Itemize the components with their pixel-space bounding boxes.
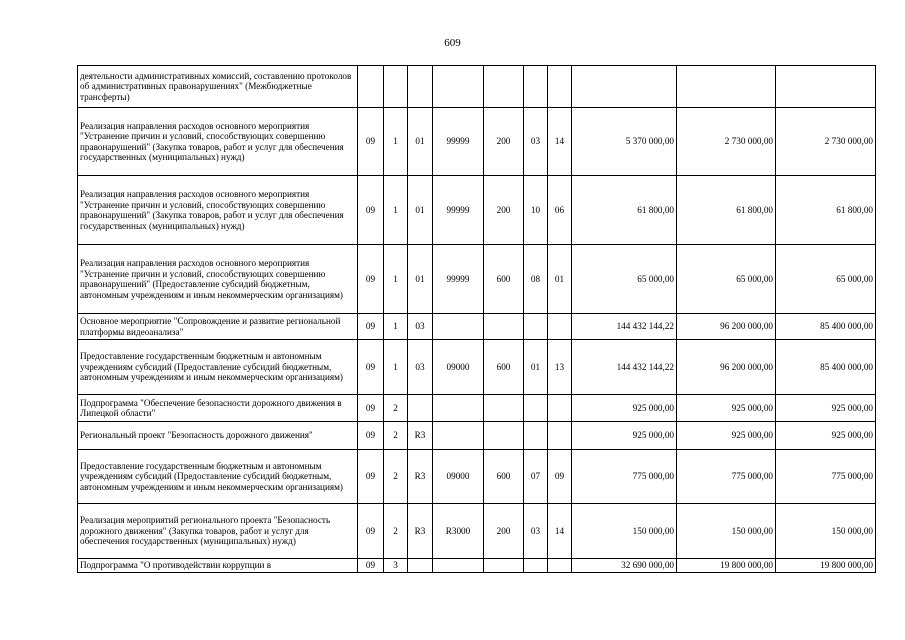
amount-cell: 144 432 144,22	[572, 340, 677, 395]
amount-cell: 32 690 000,00	[572, 559, 677, 573]
amount-cell: 19 800 000,00	[776, 559, 876, 573]
code-cell	[358, 66, 384, 108]
amount-cell: 775 000,00	[776, 450, 876, 504]
amount-cell: 96 200 000,00	[677, 314, 776, 340]
code-cell: 09	[358, 314, 384, 340]
code-cell	[408, 559, 433, 573]
code-cell: 01	[548, 245, 572, 314]
code-cell	[433, 422, 484, 450]
amount-cell	[572, 66, 677, 108]
code-cell: 3	[384, 559, 408, 573]
amount-cell: 5 370 000,00	[572, 108, 677, 176]
amount-cell: 775 000,00	[572, 450, 677, 504]
code-cell	[408, 66, 433, 108]
row-name-cell: Подпрограмма "Обеспечение безопасности дорожного движения в Липецкой области"	[78, 395, 358, 422]
row-name-cell: Предоставление государственным бюджетным и автономным учреждениям субсидий (Предоставление субсидий бюджетным, автономным учреждениям и иным некоммерческим организациям)	[78, 450, 358, 504]
code-cell: 09	[358, 108, 384, 176]
row-name-cell: Подпрограмма "О противодействии коррупции в	[78, 559, 358, 573]
amount-cell: 65 000,00	[776, 245, 876, 314]
amount-cell	[677, 66, 776, 108]
code-cell: 200	[484, 176, 524, 245]
amount-cell: 85 400 000,00	[776, 340, 876, 395]
code-cell	[548, 422, 572, 450]
code-cell: 03	[408, 314, 433, 340]
amount-cell: 150 000,00	[776, 504, 876, 559]
amount-cell: 61 800,00	[776, 176, 876, 245]
amount-cell: 925 000,00	[677, 422, 776, 450]
amount-cell: 925 000,00	[776, 422, 876, 450]
table-row	[78, 504, 876, 559]
amount-cell: 925 000,00	[776, 395, 876, 422]
amount-cell: 96 200 000,00	[677, 340, 776, 395]
code-cell	[548, 66, 572, 108]
row-name-cell: Реализация направления расходов основного мероприятия "Устранение причин и условий, способствующих совершению правонарушений" (Закупка товаров, работ и услуг для обеспечения государственных (муниципальных) нужд)	[78, 176, 358, 245]
amount-cell: 150 000,00	[677, 504, 776, 559]
code-cell: 2	[384, 422, 408, 450]
code-cell: 01	[408, 108, 433, 176]
code-cell: 1	[384, 108, 408, 176]
code-cell	[433, 395, 484, 422]
code-cell: 03	[524, 108, 548, 176]
page-number: 609	[444, 37, 461, 49]
table-row	[78, 340, 876, 395]
code-cell: 09	[548, 450, 572, 504]
budget-table	[77, 65, 876, 573]
table-row	[78, 66, 876, 108]
code-cell	[484, 422, 524, 450]
code-cell: 09	[358, 422, 384, 450]
code-cell: 99999	[433, 108, 484, 176]
code-cell: 09	[358, 504, 384, 559]
amount-cell: 144 432 144,22	[572, 314, 677, 340]
amount-cell: 150 000,00	[572, 504, 677, 559]
code-cell: R3	[408, 422, 433, 450]
code-cell: 09	[358, 176, 384, 245]
code-cell	[433, 66, 484, 108]
code-cell	[484, 559, 524, 573]
amount-cell: 19 800 000,00	[677, 559, 776, 573]
code-cell: 99999	[433, 245, 484, 314]
amount-cell: 85 400 000,00	[776, 314, 876, 340]
row-name-cell: Реализация мероприятий регионального проекта "Безопасность дорожного движения" (Закупка товаров, работ и услуг для обеспечения государственных (муниципальных) нужд)	[78, 504, 358, 559]
code-cell: 1	[384, 176, 408, 245]
code-cell: 07	[524, 450, 548, 504]
code-cell: 2	[384, 395, 408, 422]
table-row	[78, 176, 876, 245]
amount-cell: 61 800,00	[677, 176, 776, 245]
code-cell: 2	[384, 504, 408, 559]
code-cell	[524, 66, 548, 108]
code-cell: 14	[548, 108, 572, 176]
code-cell: 03	[408, 340, 433, 395]
code-cell	[433, 559, 484, 573]
code-cell	[484, 66, 524, 108]
amount-cell: 65 000,00	[572, 245, 677, 314]
code-cell	[484, 395, 524, 422]
table-row	[78, 245, 876, 314]
code-cell	[384, 66, 408, 108]
code-cell	[524, 422, 548, 450]
code-cell: 06	[548, 176, 572, 245]
code-cell	[524, 395, 548, 422]
row-name-cell: Реализация направления расходов основного мероприятия "Устранение причин и условий, способствующих совершению правонарушений" (Предоставление субсидий бюджетным, автономным учреждениям и иным некоммерческим организациям)	[78, 245, 358, 314]
code-cell: 200	[484, 504, 524, 559]
table-row	[78, 559, 876, 573]
amount-cell: 775 000,00	[677, 450, 776, 504]
code-cell: 01	[408, 176, 433, 245]
code-cell: 01	[524, 340, 548, 395]
code-cell: 09	[358, 395, 384, 422]
row-name-cell: Реализация направления расходов основного мероприятия "Устранение причин и условий, способствующих совершению правонарушений" (Закупка товаров, работ и услуг для обеспечения государственных (муниципальных) нужд)	[78, 108, 358, 176]
amount-cell: 61 800,00	[572, 176, 677, 245]
code-cell: 13	[548, 340, 572, 395]
code-cell: 2	[384, 450, 408, 504]
amount-cell: 925 000,00	[572, 422, 677, 450]
code-cell: 09000	[433, 450, 484, 504]
table-body	[78, 66, 876, 573]
table-row	[78, 108, 876, 176]
code-cell	[548, 314, 572, 340]
code-cell: 09000	[433, 340, 484, 395]
amount-cell	[776, 66, 876, 108]
table-row	[78, 395, 876, 422]
table-row	[78, 314, 876, 340]
code-cell: 600	[484, 245, 524, 314]
code-cell: R3	[408, 504, 433, 559]
code-cell	[484, 314, 524, 340]
row-name-cell: Предоставление государственным бюджетным и автономным учреждениям субсидий (Предоставление субсидий бюджетным, автономным учреждениям и иным некоммерческим организациям)	[78, 340, 358, 395]
code-cell: 14	[548, 504, 572, 559]
amount-cell: 925 000,00	[677, 395, 776, 422]
code-cell	[548, 559, 572, 573]
code-cell: 01	[408, 245, 433, 314]
code-cell	[433, 314, 484, 340]
code-cell: 200	[484, 108, 524, 176]
code-cell: 600	[484, 450, 524, 504]
code-cell: 99999	[433, 176, 484, 245]
amount-cell: 2 730 000,00	[776, 108, 876, 176]
amount-cell: 925 000,00	[572, 395, 677, 422]
amount-cell: 2 730 000,00	[677, 108, 776, 176]
row-name-cell: Основное мероприятие "Сопровождение и развитие региональной платформы видеоанализа"	[78, 314, 358, 340]
code-cell	[548, 395, 572, 422]
code-cell: 10	[524, 176, 548, 245]
code-cell: 1	[384, 314, 408, 340]
code-cell: R3	[408, 450, 433, 504]
code-cell: 09	[358, 450, 384, 504]
code-cell: 09	[358, 245, 384, 314]
code-cell	[524, 314, 548, 340]
code-cell	[408, 395, 433, 422]
row-name-cell: деятельности административных комиссий, составлению протоколов об административных правонарушениях" (Межбюджетные трансферты)	[78, 66, 358, 108]
code-cell: 1	[384, 340, 408, 395]
code-cell: 1	[384, 245, 408, 314]
row-name-cell: Региональный проект "Безопасность дорожного движения"	[78, 422, 358, 450]
code-cell: 09	[358, 559, 384, 573]
code-cell: 600	[484, 340, 524, 395]
code-cell: 09	[358, 340, 384, 395]
code-cell: 08	[524, 245, 548, 314]
table-row	[78, 422, 876, 450]
table-row	[78, 450, 876, 504]
amount-cell: 65 000,00	[677, 245, 776, 314]
code-cell: R3000	[433, 504, 484, 559]
code-cell: 03	[524, 504, 548, 559]
code-cell	[524, 559, 548, 573]
